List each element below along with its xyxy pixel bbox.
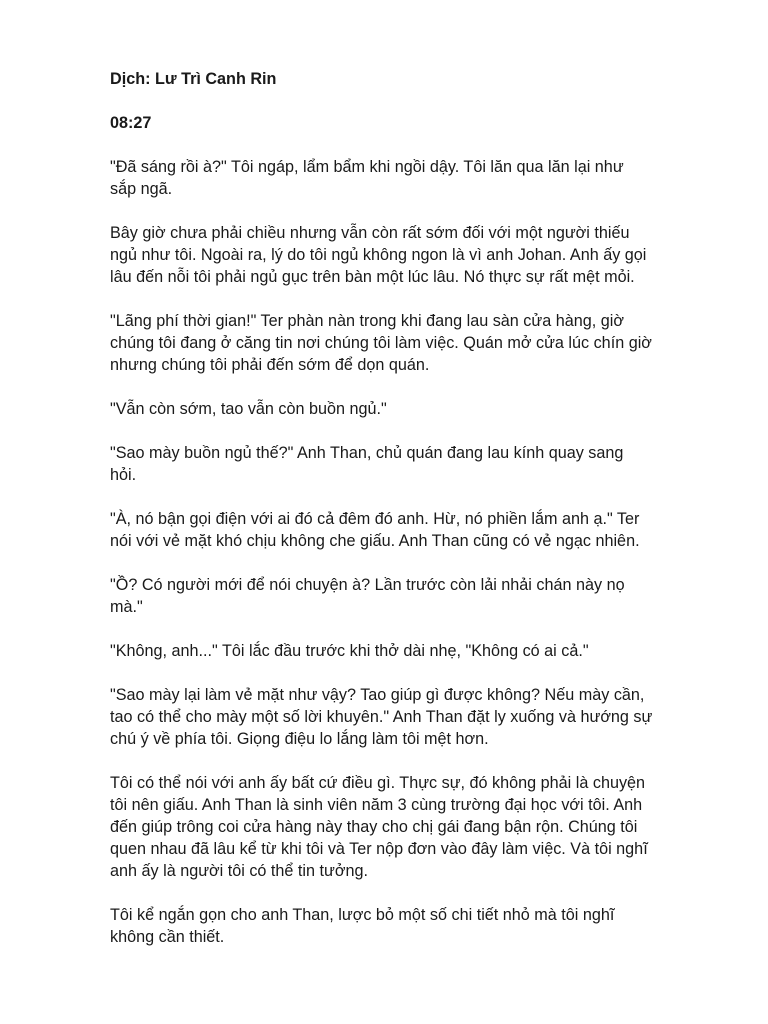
text-line: "À, nó bận gọi điện với ai đó cả đêm đó anh. Hừ, nó phiền lắm anh ạ." Ter bbox=[110, 510, 640, 528]
text-line: "Đã sáng rồi à?" Tôi ngáp, lẩm bẩm khi ngồi dậy. Tôi lăn qua lăn lại như bbox=[110, 158, 624, 176]
text-line: sắp ngã. bbox=[110, 180, 173, 198]
text-line: nhưng chúng tôi phải đến sớm để dọn quán. bbox=[110, 356, 430, 374]
chapter-heading: 08:27 bbox=[110, 114, 152, 132]
text-line: "Sao mày buồn ngủ thế?" Anh Than, chủ quán đang lau kính quay sang bbox=[110, 444, 624, 462]
text-line: Bây giờ chưa phải chiều nhưng vẫn còn rất sớm đối với một người thiếu bbox=[110, 224, 630, 242]
paragraph bbox=[110, 398, 710, 420]
text-line: ngủ như tôi. Ngoài ra, lý do tôi ngủ không ngon là vì anh Johan. Anh ấy gọi bbox=[110, 246, 647, 264]
text-line: "Ồ? Có người mới để nói chuyện à? Lần trước còn lải nhải chán này nọ bbox=[110, 576, 625, 594]
text-line: lâu đến nỗi tôi phải ngủ gục trên bàn một lúc lâu. Nó thực sự rất mệt mỏi. bbox=[110, 268, 635, 286]
text-line: tôi nên giấu. Anh Than là sinh viên năm 3 cùng trường đại học với tôi. Anh bbox=[110, 796, 643, 814]
text-line: "Lãng phí thời gian!" Ter phàn nàn trong khi đang lau sàn cửa hàng, giờ bbox=[110, 312, 624, 330]
text-line: Tôi kể ngắn gọn cho anh Than, lược bỏ một số chi tiết nhỏ mà tôi nghĩ bbox=[110, 906, 615, 924]
text-line: quen nhau đã lâu kể từ khi tôi và Ter nộp đơn vào đây làm việc. Và tôi nghĩ bbox=[110, 840, 648, 858]
text-line: mà." bbox=[110, 598, 143, 616]
paragraph bbox=[110, 310, 710, 376]
text-line: hỏi. bbox=[110, 466, 137, 484]
paragraph bbox=[110, 684, 710, 750]
text-line: "Không, anh..." Tôi lắc đầu trước khi thở dài nhẹ, "Không có ai cả." bbox=[110, 642, 589, 660]
text-line: chú ý về phía tôi. Giọng điệu lo lắng làm tôi mệt hơn. bbox=[110, 730, 489, 748]
text-line: anh ấy là người tôi có thể tin tưởng. bbox=[110, 862, 368, 880]
text-line: đến giúp trông coi cửa hàng này thay cho chị gái đang bận rộn. Chúng tôi bbox=[110, 818, 638, 836]
text-line: Tôi có thể nói với anh ấy bất cứ điều gì. Thực sự, đó không phải là chuyện bbox=[110, 774, 646, 792]
paragraph bbox=[110, 640, 710, 662]
paragraph bbox=[110, 156, 710, 200]
document-body bbox=[110, 156, 710, 948]
paragraph bbox=[110, 574, 710, 618]
text-line: chúng tôi đang ở căng tin nơi chúng tôi làm việc. Quán mở cửa lúc chín giờ bbox=[110, 334, 652, 352]
document-page bbox=[110, 68, 710, 970]
text-line: tao có thể cho mày một số lời khuyên." Anh Than đặt ly xuống và hướng sự bbox=[110, 708, 653, 726]
translator-credit: Dịch: Lư Trì Canh Rin bbox=[110, 70, 277, 88]
text-line: không cần thiết. bbox=[110, 928, 225, 946]
text-line: "Sao mày lại làm vẻ mặt như vậy? Tao giúp gì được không? Nếu mày cần, bbox=[110, 686, 645, 704]
text-line: "Vẫn còn sớm, tao vẫn còn buồn ngủ." bbox=[110, 400, 387, 418]
paragraph bbox=[110, 772, 710, 882]
text-line: nói với vẻ mặt khó chịu không che giấu. Anh Than cũng có vẻ ngạc nhiên. bbox=[110, 532, 640, 550]
paragraph bbox=[110, 222, 710, 288]
paragraph bbox=[110, 508, 710, 552]
paragraph bbox=[110, 904, 710, 948]
paragraph bbox=[110, 442, 710, 486]
